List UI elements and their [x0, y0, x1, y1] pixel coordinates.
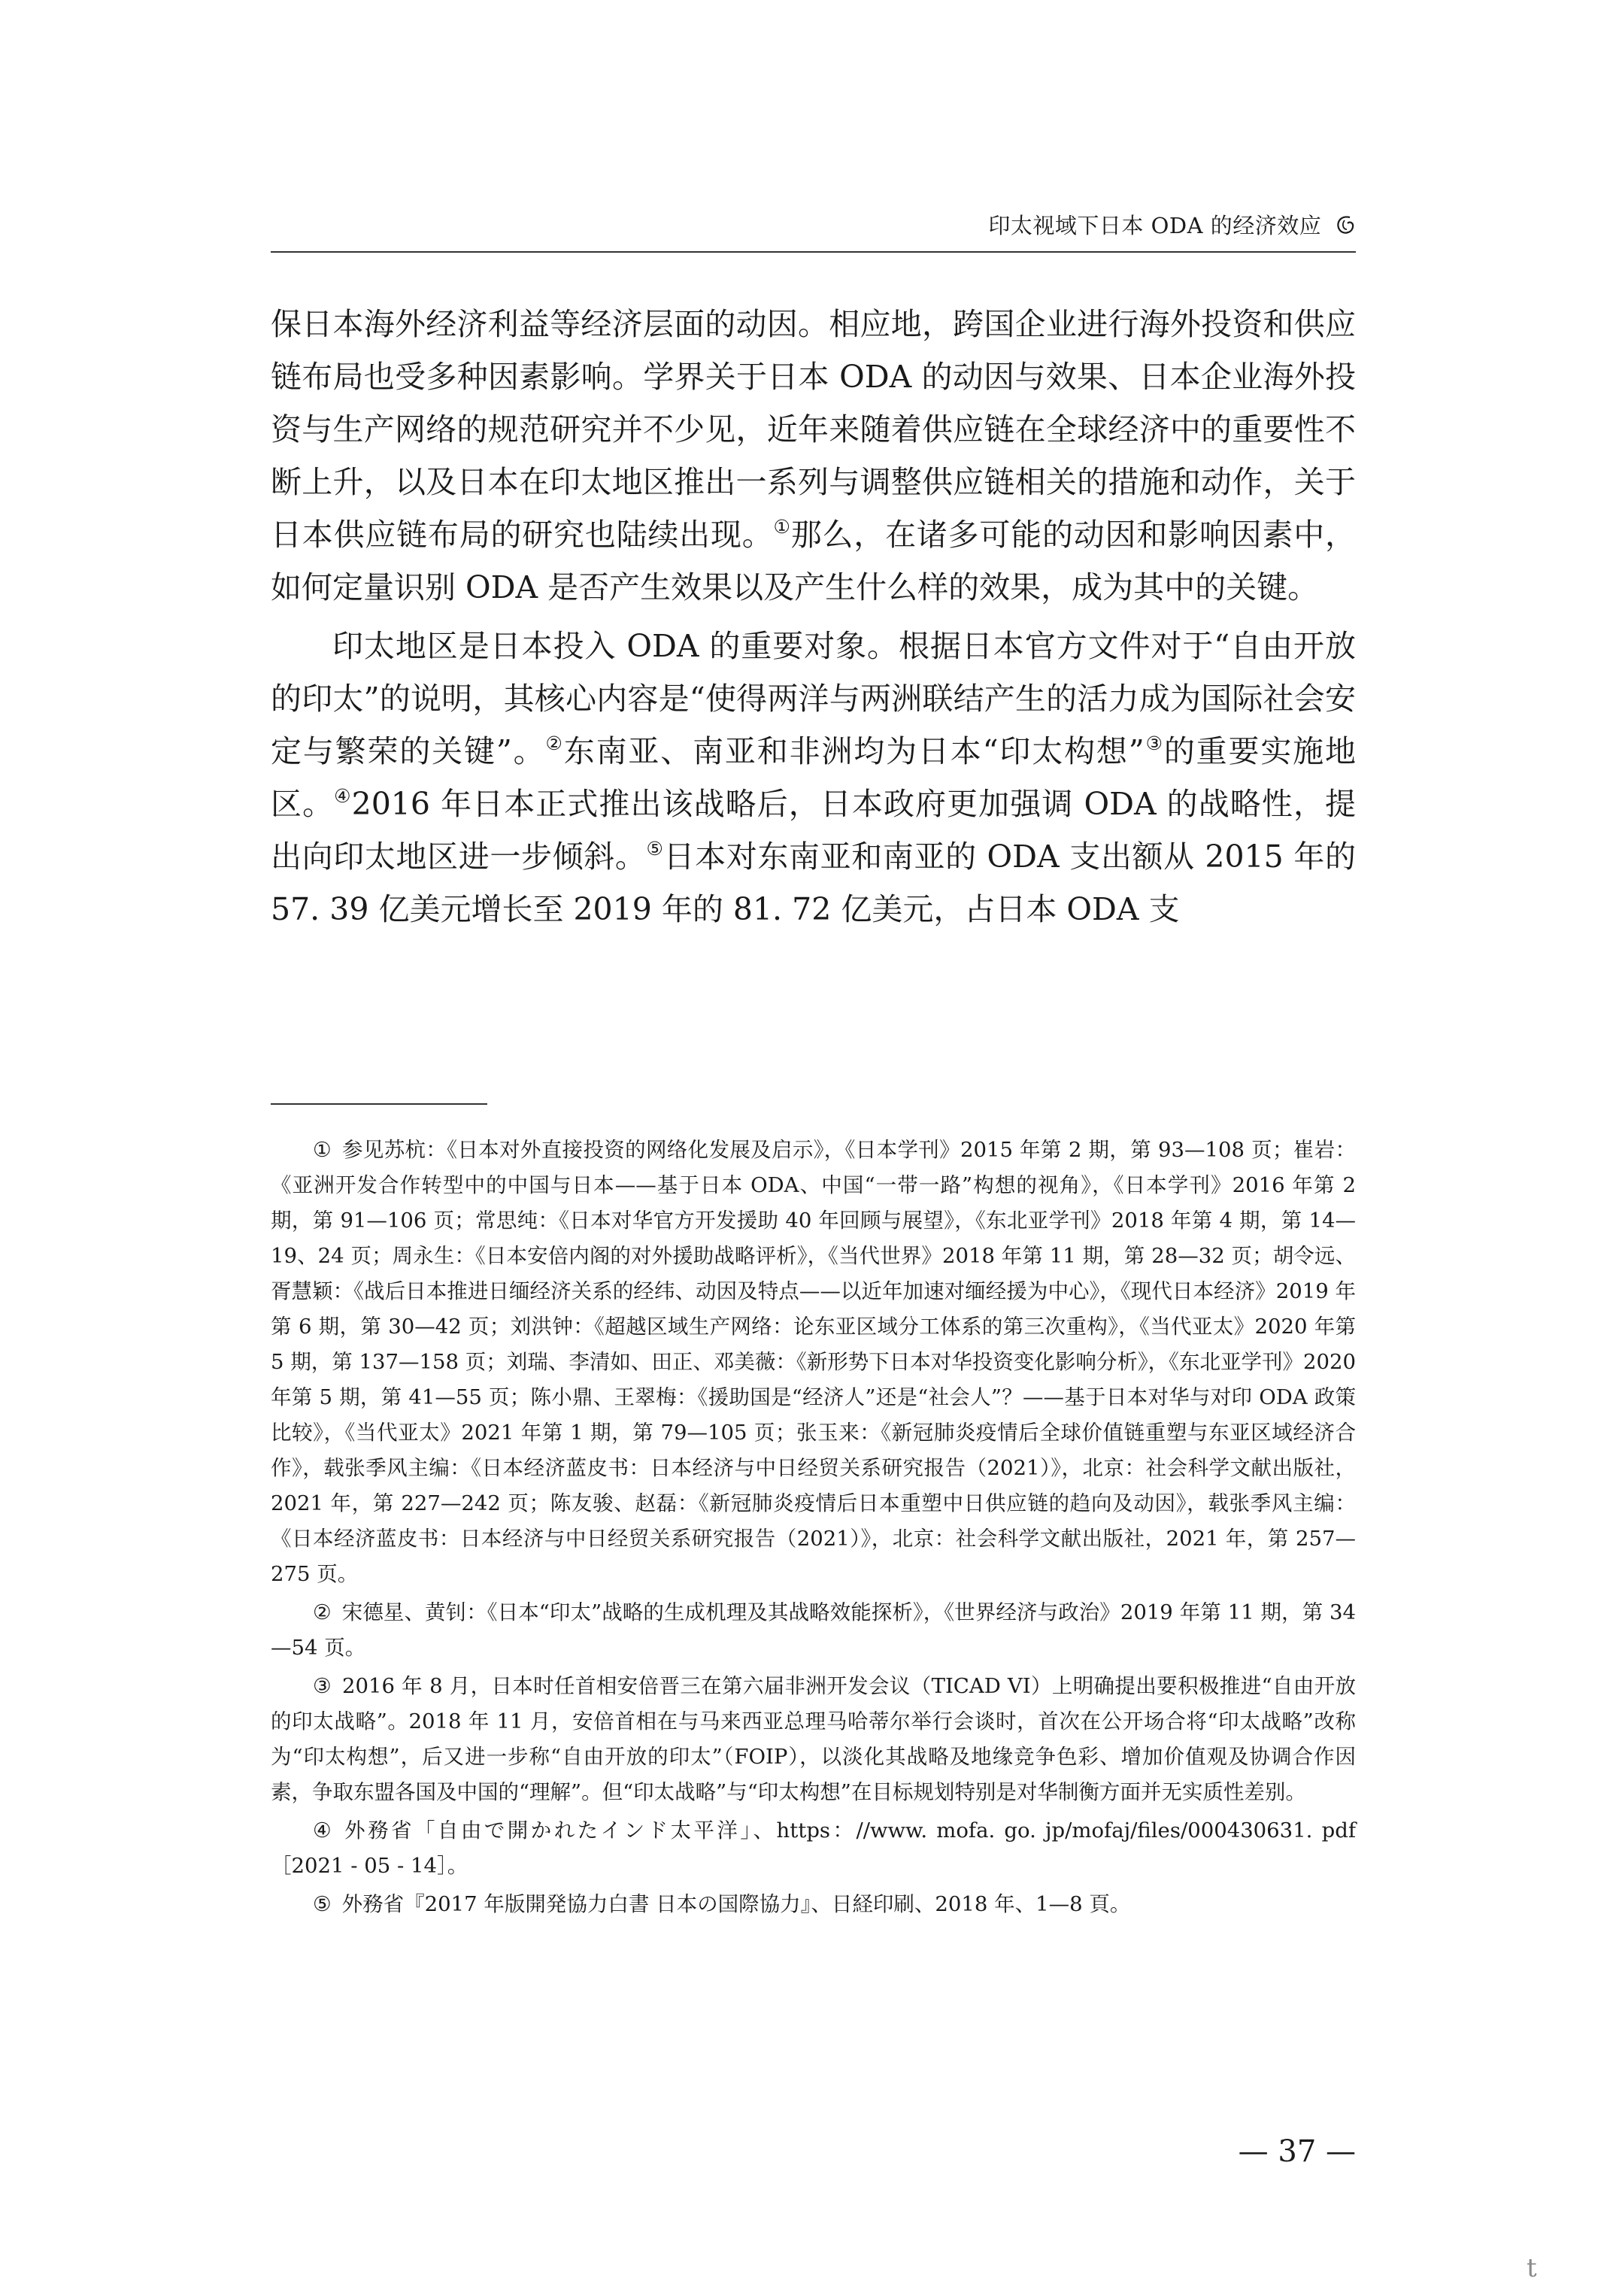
footnote — [271, 1887, 1356, 1922]
paragraph-text: 保日本海外经济利益等经济层面的动因。相应地，跨国企业进行海外投资和供应链布局也受多种因素影响。学界关于日本 ODA 的动因与效果、日本企业海外投资与生产网络的规范研究并不少见，近年来随着供应链在全球经济中的重要性不断上升，以及日本在印太地区推出一系列与调整供应链相关的措施和动作，关于日本供应链布局的研究也陆续出现。 — [271, 306, 1356, 553]
corner-mark: t — [1527, 2253, 1537, 2283]
running-head — [271, 209, 1356, 240]
footnote-mark: ③ — [313, 1674, 332, 1698]
footnote — [271, 1595, 1356, 1666]
footnote-mark: ① — [313, 1138, 332, 1162]
paragraph-text: 东南亚、南亚和非洲均为日本“印太构想” — [563, 733, 1145, 769]
footnote-ref[interactable]: ② — [545, 732, 564, 754]
running-head-title: 印太视域下日本 ODA 的经济效应 — [988, 213, 1322, 238]
footnote-text: 宋德星、黄钊：《日本“印太”战略的生成机理及其战略效能探析》，《世界经济与政治》2019 年第 11 期，第 34—54 页。 — [271, 1600, 1356, 1660]
footnote-mark: ② — [313, 1600, 332, 1624]
footnote-rule — [271, 1103, 487, 1105]
page-number: — 37 — — [1238, 2134, 1356, 2169]
footnote-text: 参见苏杭：《日本对外直接投资的网络化发展及启示》，《日本学刊》2015 年第 2 期，第 93—108 页；崔岩：《亚洲开发合作转型中的中国与日本——基于日本 ODA、中国“一带一路”构想的视角》，《日本学刊》2016 年第 2 期，第 91—106 页；常思纯：《日本对华官方开发援助 40 年回顾与展望》，《东北亚学刊》2018 年第 4 期，第 14—19、24 页；周永生：《日本安倍内阁的对外援助战略评析》，《当代世界》2018 年第 11 期，第 28—32 页；胡令远、胥慧颖：《战后日本推进日缅经济关系的经纬、动因及特点——以近年加速对缅经援为中心》，《现代日本经济》2019 年第 6 期，第 30—42 页；刘洪钟：《超越区域生产网络：论东亚区域分工体系的第三次重构》，《当代亚太》2020 年第 5 期，第 137—158 页；刘瑞、李清如、田正、邓美薇：《新形势下日本对华投资变化影响分析》，《东北亚学刊》2020 年第 5 期，第 41—55 页；陈小鼎、王翠梅：《援助国是“经济人”还是“社会人”？——基于日本对华与对印 ODA 政策比较》，《当代亚太》2021 年第 1 期，第 79—105 页；张玉来：《新冠肺炎疫情后全球价值链重塑与东亚区域经济合作》，载张季风主编：《日本经济蓝皮书：日本经济与中日经贸关系研究报告（2021）》，北京：社会科学文献出版社，2021 年，第 227—242 页；陈友骏、赵磊：《新冠肺炎疫情后日本重塑中日供应链的趋向及动因》，载张季风主编：《日本经济蓝皮书：日本经济与中日经贸关系研究报告（2021）》，北京：社会科学文献出版社，2021 年，第 257—275 页。 — [271, 1138, 1356, 1586]
footnote-mark: ④ — [313, 1818, 335, 1843]
footnote — [271, 1669, 1356, 1810]
footnote-ref[interactable]: ④ — [334, 785, 352, 807]
paragraph-text: 印太地区是日本投入 ODA 的重要对象。根据日本官方文件对于“自由开放的印太”的说明，其核心内容是“使得两洋与两洲联结产生的活力成为国际社会安定与繁荣的关键”。 — [271, 628, 1356, 769]
footnote — [271, 1133, 1356, 1592]
footnote-text: 外務省「自由で開かれたインド太平洋」、https：//www. mofa. go. jp/mofaj/files/000430631. pdf［2021 - 05 - 14］。 — [271, 1818, 1356, 1878]
body-paragraph — [271, 620, 1356, 936]
body-paragraph — [271, 298, 1356, 614]
journal-logo-icon — [1333, 214, 1356, 236]
footnote-ref[interactable]: ③ — [1144, 732, 1164, 754]
footnote-ref[interactable]: ① — [773, 516, 791, 538]
footnote-text: 外務省『2017 年版開発協力白書 日本の国際協力』、日経印刷、2018 年、1—8 頁。 — [341, 1892, 1131, 1916]
header-rule — [271, 251, 1356, 253]
footnotes — [271, 1133, 1356, 1925]
paragraph-text: 日本对东南亚和南亚的 ODA 支出额从 2015 年的 57. 39 亿美元增长至 2019 年的 81. 72 亿美元，占日本 ODA 支 — [271, 839, 1356, 927]
paragraph-text: 那么，在诸多可能的动因和影响因素中，如何定量识别 ODA 是否产生效果以及产生什么样的效果，成为其中的关键。 — [271, 517, 1357, 605]
footnote-ref[interactable]: ⑤ — [646, 838, 664, 860]
footnote-mark: ⑤ — [313, 1892, 332, 1916]
footnote — [271, 1813, 1356, 1884]
footnote-text: 2016 年 8 月，日本时任首相安倍晋三在第六届非洲开发会议（TICAD VI）上明确提出要积极推进“自由开放的印太战略”。2018 年 11 月，安倍首相在与马来西亚总理马哈蒂尔举行会谈时，首次在公开场合将“印太战略”改称为“印太构想”，后又进一步称“自由开放的印太”（FOIP），以淡化其战略及地缘竞争色彩、增加价值观及协调合作因素，争取东盟各国及中国的“理解”。但“印太战略”与“印太构想”在目标规划特别是对华制衡方面并无实质性差别。 — [271, 1674, 1356, 1804]
paragraph-text: 的重要实施地区。 — [271, 733, 1357, 822]
body-text — [271, 298, 1356, 942]
paragraph-text: 2016 年日本正式推出该战略后，日本政府更加强调 ODA 的战略性，提出向印太地区进一步倾斜。 — [271, 786, 1357, 875]
